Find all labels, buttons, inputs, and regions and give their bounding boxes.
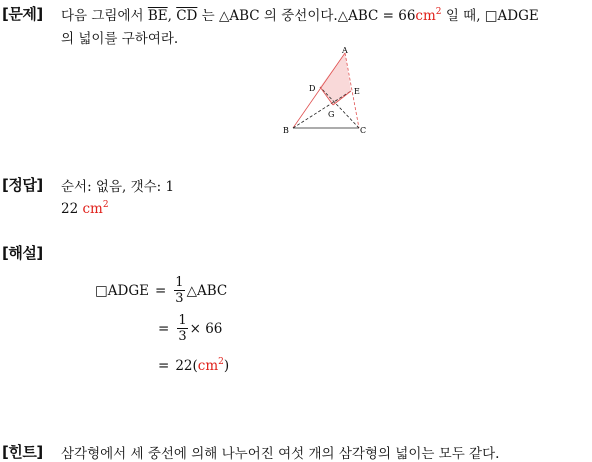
problem-text-a: 다음 그림에서 xyxy=(61,8,148,24)
row2-times-66: × 66 xyxy=(189,320,223,337)
answer-meta: 순서: 없음, 갯수: 1 xyxy=(61,179,175,195)
problem-line-2: 의 넓이를 구하여라. xyxy=(61,31,179,47)
fraction-one-third: $\frac{1}{3}$ xyxy=(178,313,187,344)
solution-row-1 xyxy=(95,276,227,305)
fraction-one-third: $\frac{1}{3}$ xyxy=(175,275,184,306)
row3-unit: $cm^2$ xyxy=(197,357,224,374)
lhs-adge: □ADGE xyxy=(95,282,149,299)
problem-label: [문제] xyxy=(2,5,43,23)
point-c-label: C xyxy=(360,126,367,135)
point-e-label: E xyxy=(354,87,360,96)
problem-text-b: 는 △ABC 의 중선이다.△ABC = 66 xyxy=(197,8,416,24)
hint-text: 삼각형에서 세 중선에 의해 나누어진 여섯 개의 삼각형의 넓이는 모두 같다. xyxy=(61,446,500,462)
problem-text-c: 일 때, □ADGE xyxy=(441,8,539,24)
point-a-label: A xyxy=(342,46,348,55)
problem-line-1 xyxy=(61,4,539,24)
row3-value: 22( xyxy=(175,358,198,374)
solution-label: [해설] xyxy=(2,244,43,262)
hint-label: [힌트] xyxy=(2,443,43,461)
answer-label: [정답] xyxy=(2,176,43,194)
area-unit: $cm^2$ xyxy=(415,7,442,24)
equals-sign: = xyxy=(158,320,170,337)
row3-close-paren: ) xyxy=(223,358,230,374)
triangle-figure xyxy=(278,44,378,140)
equals-sign: = xyxy=(154,282,167,299)
segment-be: $\overline{BE}$ xyxy=(147,8,168,24)
point-g-label: G xyxy=(328,110,335,119)
answer-unit: $cm^2$ xyxy=(82,200,109,217)
row1-abc: △ABC xyxy=(186,282,228,299)
point-b-label: B xyxy=(283,126,289,135)
solution-row-3 xyxy=(158,358,229,374)
segment-cd: $\overline{CD}$ xyxy=(176,8,198,24)
answer-value: 22 $cm^2$ xyxy=(61,200,109,217)
solution-row-2 xyxy=(158,314,222,343)
point-d-label: D xyxy=(309,84,316,93)
equals-sign: = xyxy=(158,358,170,374)
separator: , xyxy=(167,8,177,24)
